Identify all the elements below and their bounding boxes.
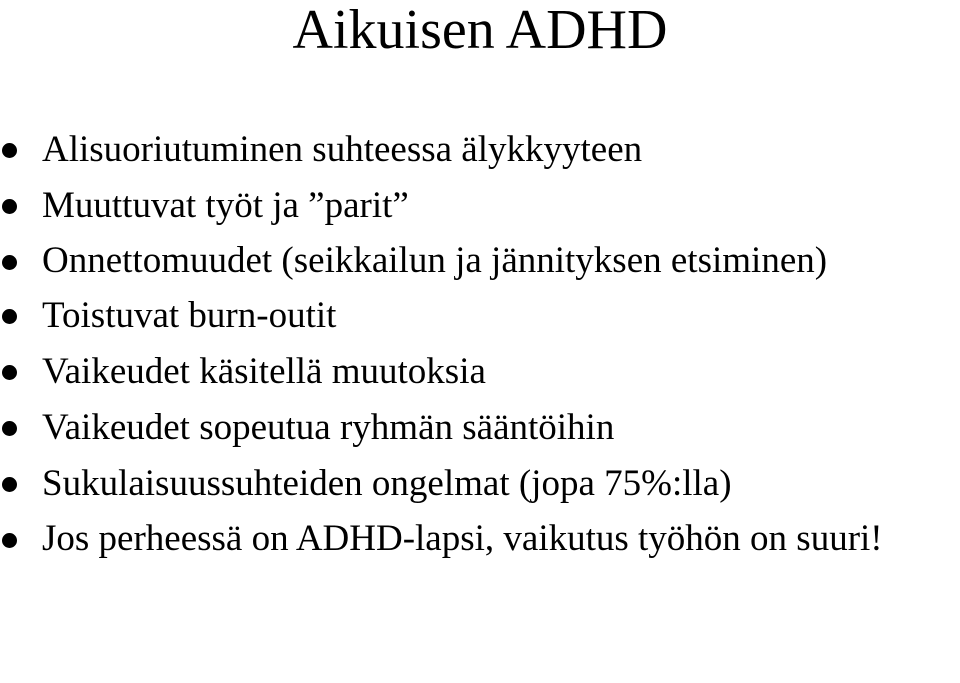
bullet-item bbox=[0, 400, 960, 456]
bullet-item bbox=[0, 344, 960, 400]
bullet-dot-icon bbox=[2, 533, 17, 548]
bullet-item bbox=[0, 512, 960, 566]
bullet-dot-icon bbox=[2, 421, 17, 436]
bullet-item bbox=[0, 178, 960, 234]
bullet-text: Vaikeudet sopeutua ryhmän sääntöihin bbox=[42, 407, 615, 448]
bullet-list bbox=[0, 122, 960, 566]
bullet-text: Toistuvat burn-outit bbox=[42, 295, 337, 336]
bullet-item bbox=[0, 456, 960, 512]
bullet-item bbox=[0, 288, 960, 344]
bullet-text: Onnettomuudet (seikkailun ja jännityksen etsiminen) bbox=[42, 240, 828, 281]
bullet-text: Alisuoriutuminen suhteessa älykkyyteen bbox=[42, 129, 643, 170]
bullet-dot-icon bbox=[2, 309, 17, 324]
bullet-dot-icon bbox=[2, 143, 17, 158]
slide-title: Aikuisen ADHD bbox=[292, 0, 668, 61]
bullet-text: Muuttuvat työt ja ”parit” bbox=[42, 185, 409, 226]
bullet-dot-icon bbox=[2, 365, 17, 380]
bullet-item bbox=[0, 234, 960, 288]
bullet-dot-icon bbox=[2, 255, 17, 270]
bullet-item bbox=[0, 122, 960, 178]
bullet-dot-icon bbox=[2, 199, 17, 214]
bullet-dot-icon bbox=[2, 477, 17, 492]
bullet-text: Vaikeudet käsitellä muutoksia bbox=[42, 351, 486, 392]
bullet-text: Jos perheessä on ADHD-lapsi, vaikutus työhön on suuri! bbox=[42, 518, 883, 559]
bullet-text: Sukulaisuussuhteiden ongelmat (jopa 75%:lla) bbox=[42, 463, 732, 504]
